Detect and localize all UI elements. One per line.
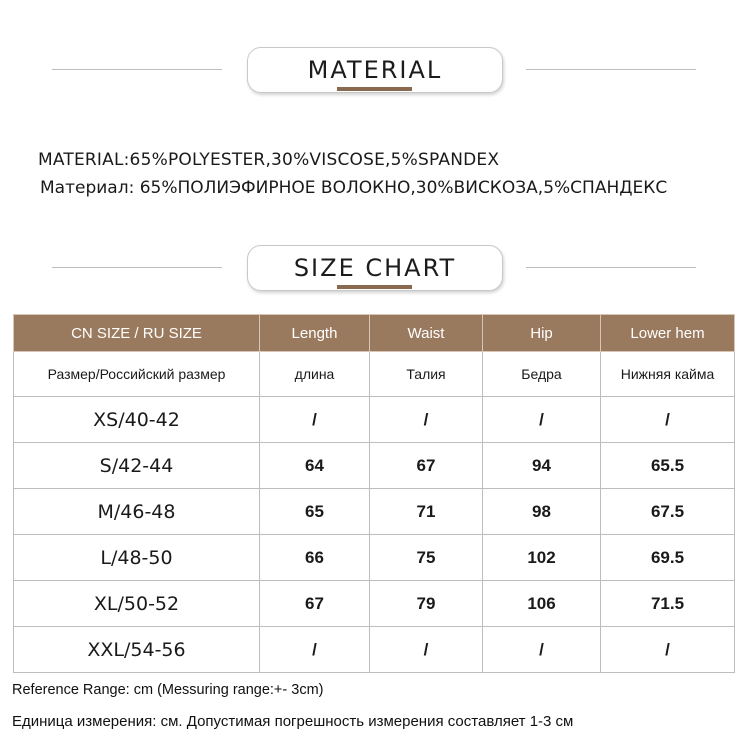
header-hip: Hip [483, 315, 601, 352]
waist-cell: 71 [370, 489, 483, 535]
lower-hem-cell: 67.5 [601, 489, 735, 535]
hip-cell: / [483, 627, 601, 673]
table-row [14, 397, 735, 443]
hip-cell: 106 [483, 581, 601, 627]
subheader-length-ru: длина [260, 352, 370, 397]
header-lower-hem: Lower hem [601, 315, 735, 352]
table-row [14, 535, 735, 581]
size-cell: XL/50-52 [14, 581, 260, 627]
subheader-size-ru: Размер/Российский размер [14, 352, 260, 397]
header-cn-ru-size: CN SIZE / RU SIZE [14, 315, 260, 352]
table-header-row [14, 315, 735, 352]
material-title: MATERIAL [247, 47, 503, 93]
lower-hem-cell: 65.5 [601, 443, 735, 489]
size-cell: XXL/54-56 [14, 627, 260, 673]
subheader-lower-hem-ru: Нижняя кайма [601, 352, 735, 397]
lower-hem-cell: 71.5 [601, 581, 735, 627]
subheader-hip-ru: Бедра [483, 352, 601, 397]
waist-cell: / [370, 627, 483, 673]
title-accent-bar [337, 87, 412, 91]
length-cell: 65 [260, 489, 370, 535]
material-section-header [0, 47, 750, 97]
size-cell: XS/40-42 [14, 397, 260, 443]
table-subheader-row [14, 352, 735, 397]
hip-cell: 94 [483, 443, 601, 489]
size-cell: M/46-48 [14, 489, 260, 535]
reference-range-en: Reference Range: cm (Messuring range:+- 3cm) [12, 682, 324, 698]
length-cell: 64 [260, 443, 370, 489]
waist-cell: 79 [370, 581, 483, 627]
lower-hem-cell: / [601, 397, 735, 443]
size-chart-section-header [0, 245, 750, 295]
hip-cell: 98 [483, 489, 601, 535]
divider-line-left [52, 69, 222, 70]
title-accent-bar [337, 285, 412, 289]
reference-range-ru: Единица измерения: см. Допустимая погрешность измерения составляет 1-3 см [12, 713, 574, 730]
size-cell: L/48-50 [14, 535, 260, 581]
divider-line-right [526, 267, 696, 268]
waist-cell: 67 [370, 443, 483, 489]
material-composition-en: MATERIAL:65%POLYESTER,30%VISCOSE,5%SPANDEX [38, 150, 500, 170]
lower-hem-cell: / [601, 627, 735, 673]
size-chart-title: SIZE CHART [247, 245, 503, 291]
table-row [14, 627, 735, 673]
table-row [14, 581, 735, 627]
waist-cell: 75 [370, 535, 483, 581]
length-cell: / [260, 627, 370, 673]
waist-cell: / [370, 397, 483, 443]
table-row [14, 489, 735, 535]
size-cell: S/42-44 [14, 443, 260, 489]
hip-cell: 102 [483, 535, 601, 581]
lower-hem-cell: 69.5 [601, 535, 735, 581]
subheader-waist-ru: Талия [370, 352, 483, 397]
header-waist: Waist [370, 315, 483, 352]
length-cell: 67 [260, 581, 370, 627]
table-row [14, 443, 735, 489]
length-cell: / [260, 397, 370, 443]
material-composition-ru: Материал: 65%ПОЛИЭФИРНОЕ ВОЛОКНО,30%ВИСКОЗА,5%СПАНДЕКС [40, 178, 668, 198]
hip-cell: / [483, 397, 601, 443]
length-cell: 66 [260, 535, 370, 581]
header-length: Length [260, 315, 370, 352]
divider-line-left [52, 267, 222, 268]
divider-line-right [526, 69, 696, 70]
size-chart-table [13, 314, 735, 673]
